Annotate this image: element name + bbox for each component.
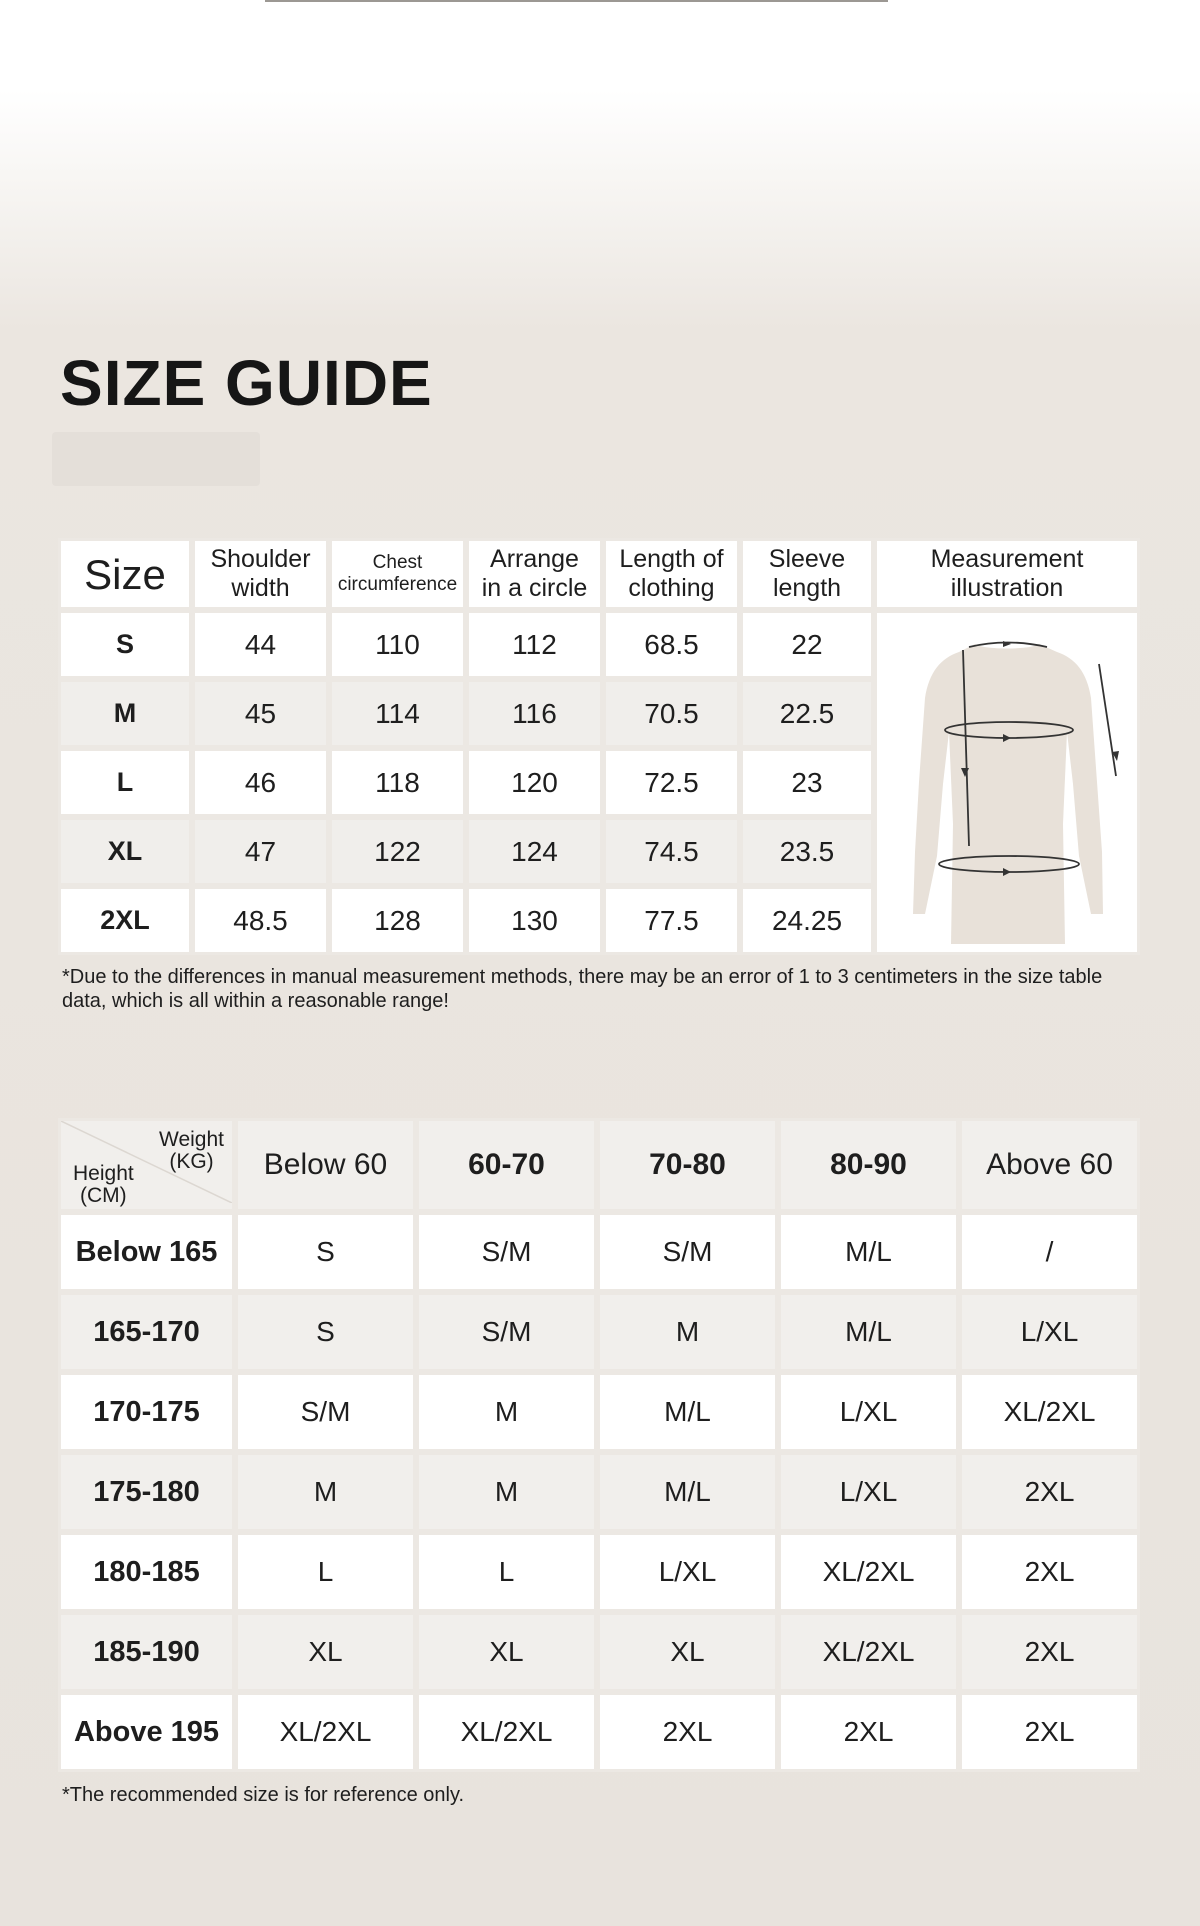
rec-size-cell: M <box>235 1452 416 1532</box>
length-value: 72.5 <box>603 748 740 817</box>
size-label: S <box>58 610 192 679</box>
rec-size-cell: XL/2XL <box>778 1612 959 1692</box>
rec-size-cell: XL <box>235 1612 416 1692</box>
height-label: Height <box>73 1162 134 1185</box>
rec-size-cell: S/M <box>416 1212 597 1292</box>
header-sleeve-line1: Sleeve <box>768 545 846 573</box>
rec-row <box>58 1532 1140 1612</box>
chest-value: 128 <box>329 886 466 955</box>
header-length-line2: clothing <box>628 574 715 602</box>
length-value: 74.5 <box>603 817 740 886</box>
shoulder-value: 46 <box>192 748 329 817</box>
measurement-illustration <box>874 610 1140 955</box>
rec-size-cell: 2XL <box>597 1692 778 1772</box>
sleeve-value: 23.5 <box>740 817 874 886</box>
rec-size-cell: M/L <box>597 1372 778 1452</box>
header-shoulder-width <box>192 538 329 610</box>
chest-value: 110 <box>329 610 466 679</box>
rec-size-cell: L <box>416 1532 597 1612</box>
rec-size-cell: 2XL <box>959 1612 1140 1692</box>
size-label: L <box>58 748 192 817</box>
rec-size-cell: M <box>416 1452 597 1532</box>
arrange-value: 120 <box>466 748 603 817</box>
rec-size-cell: M/L <box>778 1212 959 1292</box>
rec-size-cell: XL <box>597 1612 778 1692</box>
arrange-value: 116 <box>466 679 603 748</box>
rec-row <box>58 1692 1140 1772</box>
reference-note: *The recommended size is for reference only. <box>62 1784 465 1806</box>
rec-size-cell: 2XL <box>778 1692 959 1772</box>
rec-size-cell: S <box>235 1292 416 1372</box>
body-measurement-icon <box>879 614 1135 944</box>
weight-header: 80-90 <box>778 1118 959 1212</box>
height-label-cell: 185-190 <box>58 1612 235 1692</box>
rec-size-cell: M/L <box>778 1292 959 1372</box>
rec-size-cell: M/L <box>597 1452 778 1532</box>
shoulder-value: 47 <box>192 817 329 886</box>
size-measurement-table <box>58 538 1140 955</box>
height-cm-label <box>73 1163 134 1207</box>
length-value: 77.5 <box>603 886 740 955</box>
sleeve-value: 24.25 <box>740 886 874 955</box>
header-illus-line2: illustration <box>950 574 1064 602</box>
height-label-cell: 175-180 <box>58 1452 235 1532</box>
header-measurement-illustration <box>874 538 1140 610</box>
rec-size-cell: XL/2XL <box>235 1692 416 1772</box>
arrange-value: 112 <box>466 610 603 679</box>
height-label-cell: 165-170 <box>58 1292 235 1372</box>
rec-size-cell: 2XL <box>959 1452 1140 1532</box>
rec-size-cell: 2XL <box>959 1692 1140 1772</box>
rec-row <box>58 1452 1140 1532</box>
header-chest-line1: Chest <box>372 552 423 573</box>
header-shoulder-line1: Shoulder <box>210 545 311 573</box>
weight-label: Weight <box>159 1128 224 1151</box>
header-length-line1: Length of <box>619 545 724 573</box>
rec-row <box>58 1612 1140 1692</box>
weight-height-corner <box>58 1118 235 1212</box>
size-table-header <box>58 538 1140 610</box>
header-clothing-length <box>603 538 740 610</box>
shoulder-value: 48.5 <box>192 886 329 955</box>
sleeve-value: 22.5 <box>740 679 874 748</box>
header-shoulder-line2: width <box>231 574 290 602</box>
rec-size-cell: S <box>235 1212 416 1292</box>
rec-size-cell: S/M <box>235 1372 416 1452</box>
shoulder-value: 45 <box>192 679 329 748</box>
size-label: XL <box>58 817 192 886</box>
rec-table-header <box>58 1118 1140 1212</box>
rec-size-cell: / <box>959 1212 1140 1292</box>
rec-row <box>58 1212 1140 1292</box>
height-label-cell: Above 195 <box>58 1692 235 1772</box>
rec-size-cell: XL/2XL <box>416 1692 597 1772</box>
size-recommendation-table <box>58 1118 1140 1772</box>
rec-size-cell: S/M <box>416 1292 597 1372</box>
header-illus-line1: Measurement <box>930 545 1084 573</box>
rec-size-cell: L <box>235 1532 416 1612</box>
page-title: SIZE GUIDE <box>60 347 433 419</box>
size-label: M <box>58 679 192 748</box>
sleeve-value: 22 <box>740 610 874 679</box>
length-value: 70.5 <box>603 679 740 748</box>
rec-size-cell: XL/2XL <box>778 1532 959 1612</box>
rec-size-cell: L/XL <box>778 1452 959 1532</box>
weight-header: Above 60 <box>959 1118 1140 1212</box>
size-label: 2XL <box>58 886 192 955</box>
shoulder-value: 44 <box>192 610 329 679</box>
weight-header: 60-70 <box>416 1118 597 1212</box>
header-sleeve-length <box>740 538 874 610</box>
weight-kg-label <box>159 1129 224 1173</box>
rec-size-cell: M <box>597 1292 778 1372</box>
rec-size-cell: 2XL <box>959 1532 1140 1612</box>
header-arrange-line1: Arrange <box>490 545 579 573</box>
size-row-s <box>58 610 1140 679</box>
arrange-value: 130 <box>466 886 603 955</box>
rec-row <box>58 1372 1140 1452</box>
chest-value: 114 <box>329 679 466 748</box>
rec-size-cell: XL/2XL <box>959 1372 1140 1452</box>
header-sleeve-line2: length <box>772 574 842 602</box>
weight-header: Below 60 <box>235 1118 416 1212</box>
subtitle-placeholder <box>52 432 260 486</box>
header-arrange-line2: in a circle <box>481 574 588 602</box>
header-size: Size <box>58 538 192 610</box>
height-unit: (CM) <box>80 1184 127 1207</box>
header-arrange-circle <box>466 538 603 610</box>
rec-size-cell: L/XL <box>778 1372 959 1452</box>
chest-value: 122 <box>329 817 466 886</box>
rec-size-cell: L/XL <box>959 1292 1140 1372</box>
arrange-value: 124 <box>466 817 603 886</box>
height-label-cell: 170-175 <box>58 1372 235 1452</box>
rec-size-cell: M <box>416 1372 597 1452</box>
rec-size-cell: XL <box>416 1612 597 1692</box>
length-value: 68.5 <box>603 610 740 679</box>
chest-value: 118 <box>329 748 466 817</box>
rec-size-cell: L/XL <box>597 1532 778 1612</box>
top-divider <box>265 0 888 2</box>
header-chest-line2: circumference <box>337 574 458 595</box>
rec-row <box>58 1292 1140 1372</box>
height-label-cell: Below 165 <box>58 1212 235 1292</box>
sleeve-value: 23 <box>740 748 874 817</box>
header-chest-circumference <box>329 538 466 610</box>
rec-size-cell: S/M <box>597 1212 778 1292</box>
height-label-cell: 180-185 <box>58 1532 235 1612</box>
weight-header: 70-80 <box>597 1118 778 1212</box>
weight-unit: (KG) <box>169 1150 214 1173</box>
measurement-error-note: *Due to the differences in manual measurement methods, there may be an error of 1 to 3 centimeters in the size table data, which is all within a reasonable range! <box>62 966 1103 1012</box>
